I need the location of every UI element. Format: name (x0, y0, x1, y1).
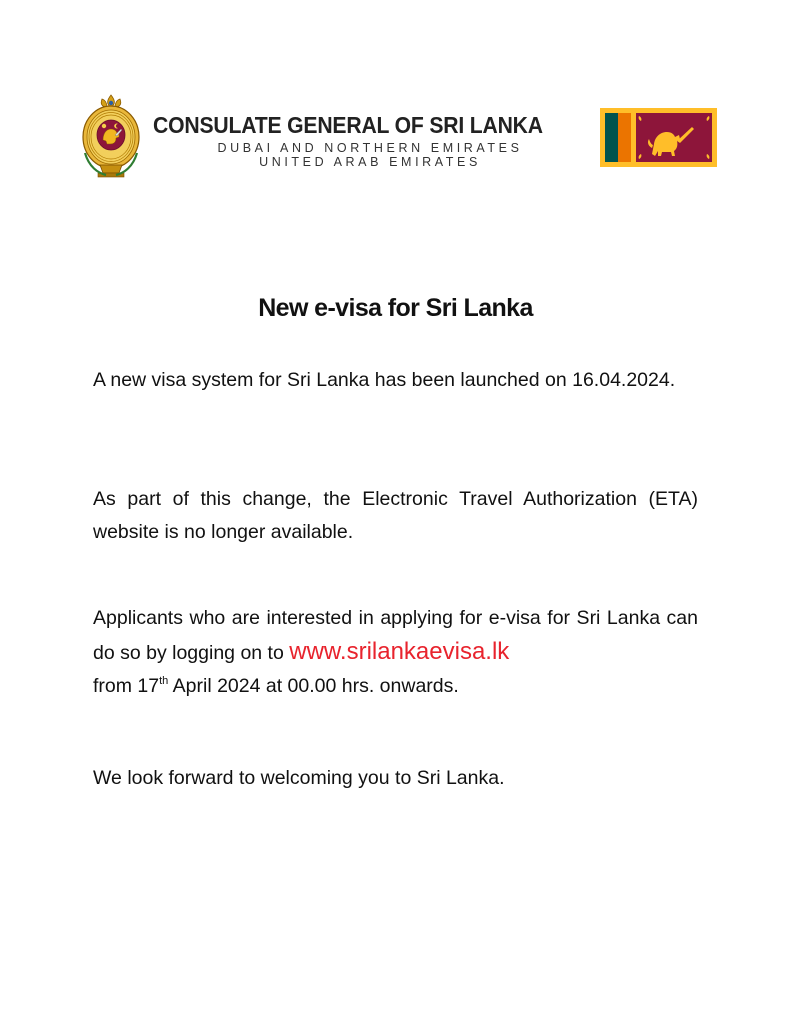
sri-lanka-flag-icon (600, 108, 717, 167)
organization-subtitle-1: DUBAI AND NORTHERN EMIRATES (217, 141, 523, 155)
date-ordinal-suffix: th (159, 675, 169, 687)
paragraph-eta-unavailable: As part of this change, the Electronic Travel Authorization (ETA) website is no longer available. (93, 488, 698, 543)
apply-date-rest: April 2024 at 00.00 hrs. onwards. (168, 675, 459, 697)
letterhead (0, 0, 791, 200)
notice-title: New e-visa for Sri Lanka (258, 294, 533, 322)
paragraph-launch: A new visa system for Sri Lanka has been launched on 16.04.2024. (93, 369, 676, 391)
apply-date-prefix: from 17 (93, 675, 160, 697)
apply-text-before-link: Applicants who are interested in applying for e-visa for Sri Lanka can do so by logging on to (93, 607, 698, 664)
organization-title: CONSULATE GENERAL OF SRI LANKA (153, 112, 543, 138)
paragraph-welcome: We look forward to welcoming you to Sri Lanka. (93, 767, 505, 789)
organization-subtitle-2: UNITED ARAB EMIRATES (259, 155, 481, 169)
sri-lanka-emblem-icon (80, 93, 142, 183)
evisa-website-link[interactable]: www.srilankaevisa.lk (289, 638, 510, 665)
paragraph-apply (93, 602, 698, 703)
